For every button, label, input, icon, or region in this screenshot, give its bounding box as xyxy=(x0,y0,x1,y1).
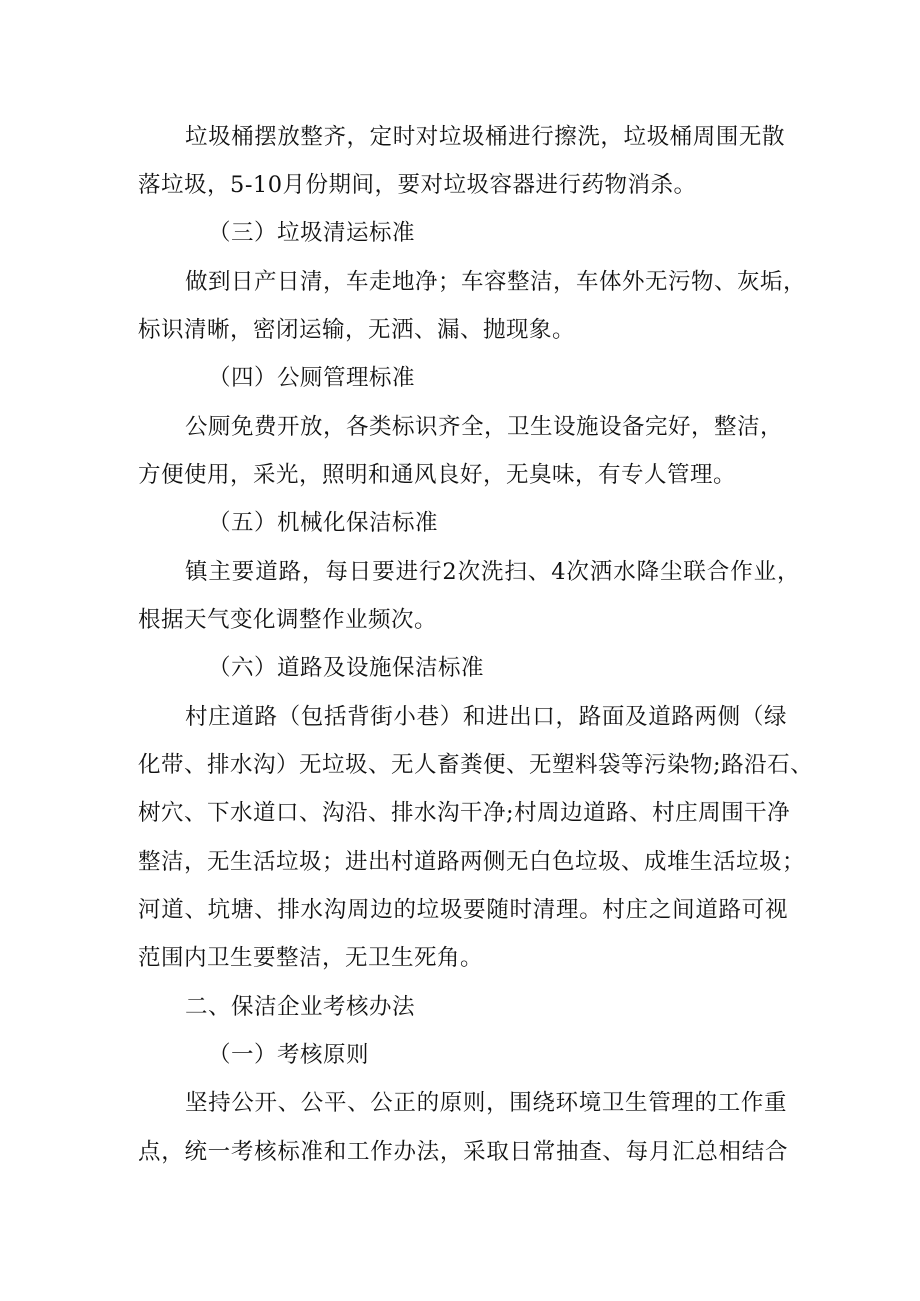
paragraph-line: 整洁，无生活垃圾；进出村道路两侧无白色垃圾、成堆生活垃圾； xyxy=(138,849,806,875)
paragraph-line: 点，统一考核标准和工作办法，采取日常抽查、每月汇总相结合 xyxy=(138,1139,788,1165)
paragraph-line: 做到日产日清，车走地净；车容整洁，车体外无污物、灰垢， xyxy=(185,269,807,295)
section-heading: （三）垃圾清运标准 xyxy=(208,220,416,246)
paragraph-line: 范围内卫生要整洁，无卫生死角。 xyxy=(138,945,484,971)
section-heading: （一）考核原则 xyxy=(208,1042,370,1068)
paragraph-line: 河道、坑塘、排水沟周边的垃圾要随时清理。村庄之间道路可视 xyxy=(138,897,788,923)
paragraph-line: 标识清晰，密闭运输，无洒、漏、抛现象。 xyxy=(138,317,576,343)
paragraph-line: 垃圾桶摆放整齐，定时对垃圾桶进行擦洗，垃圾桶周围无散 xyxy=(185,124,785,150)
section-heading: 二、保洁企业考核办法 xyxy=(185,994,416,1020)
section-heading: （四）公厕管理标准 xyxy=(208,365,416,391)
section-heading: （五）机械化保洁标准 xyxy=(208,510,439,536)
paragraph-line: 根据天气变化调整作业频次。 xyxy=(138,607,438,633)
paragraph-line: 化带、排水沟）无垃圾、无人畜粪便、无塑料袋等污染物;路沿石、 xyxy=(138,752,814,778)
paragraph-line: 方便使用，采光，照明和通风良好，无臭味，有专人管理。 xyxy=(138,462,737,488)
paragraph-line: 公厕免费开放，各类标识齐全，卫生设施设备完好，整洁， xyxy=(185,414,784,440)
paragraph-line: 村庄道路（包括背街小巷）和进出口，路面及道路两侧（绿 xyxy=(185,704,787,730)
section-heading: （六）道路及设施保洁标准 xyxy=(208,655,485,681)
paragraph-line: 树穴、下水道口、沟沿、排水沟干净;村周边道路、村庄周围干净 xyxy=(138,800,791,826)
paragraph-line: 落垃圾，5-10月份期间，要对垃圾容器进行药物消杀。 xyxy=(138,172,697,198)
paragraph-line: 坚持公开、公平、公正的原则，围绕环境卫生管理的工作重 xyxy=(185,1090,787,1116)
paragraph-line: 镇主要道路，每日要进行2次洗扫、4次洒水降尘联合作业， xyxy=(185,559,800,585)
